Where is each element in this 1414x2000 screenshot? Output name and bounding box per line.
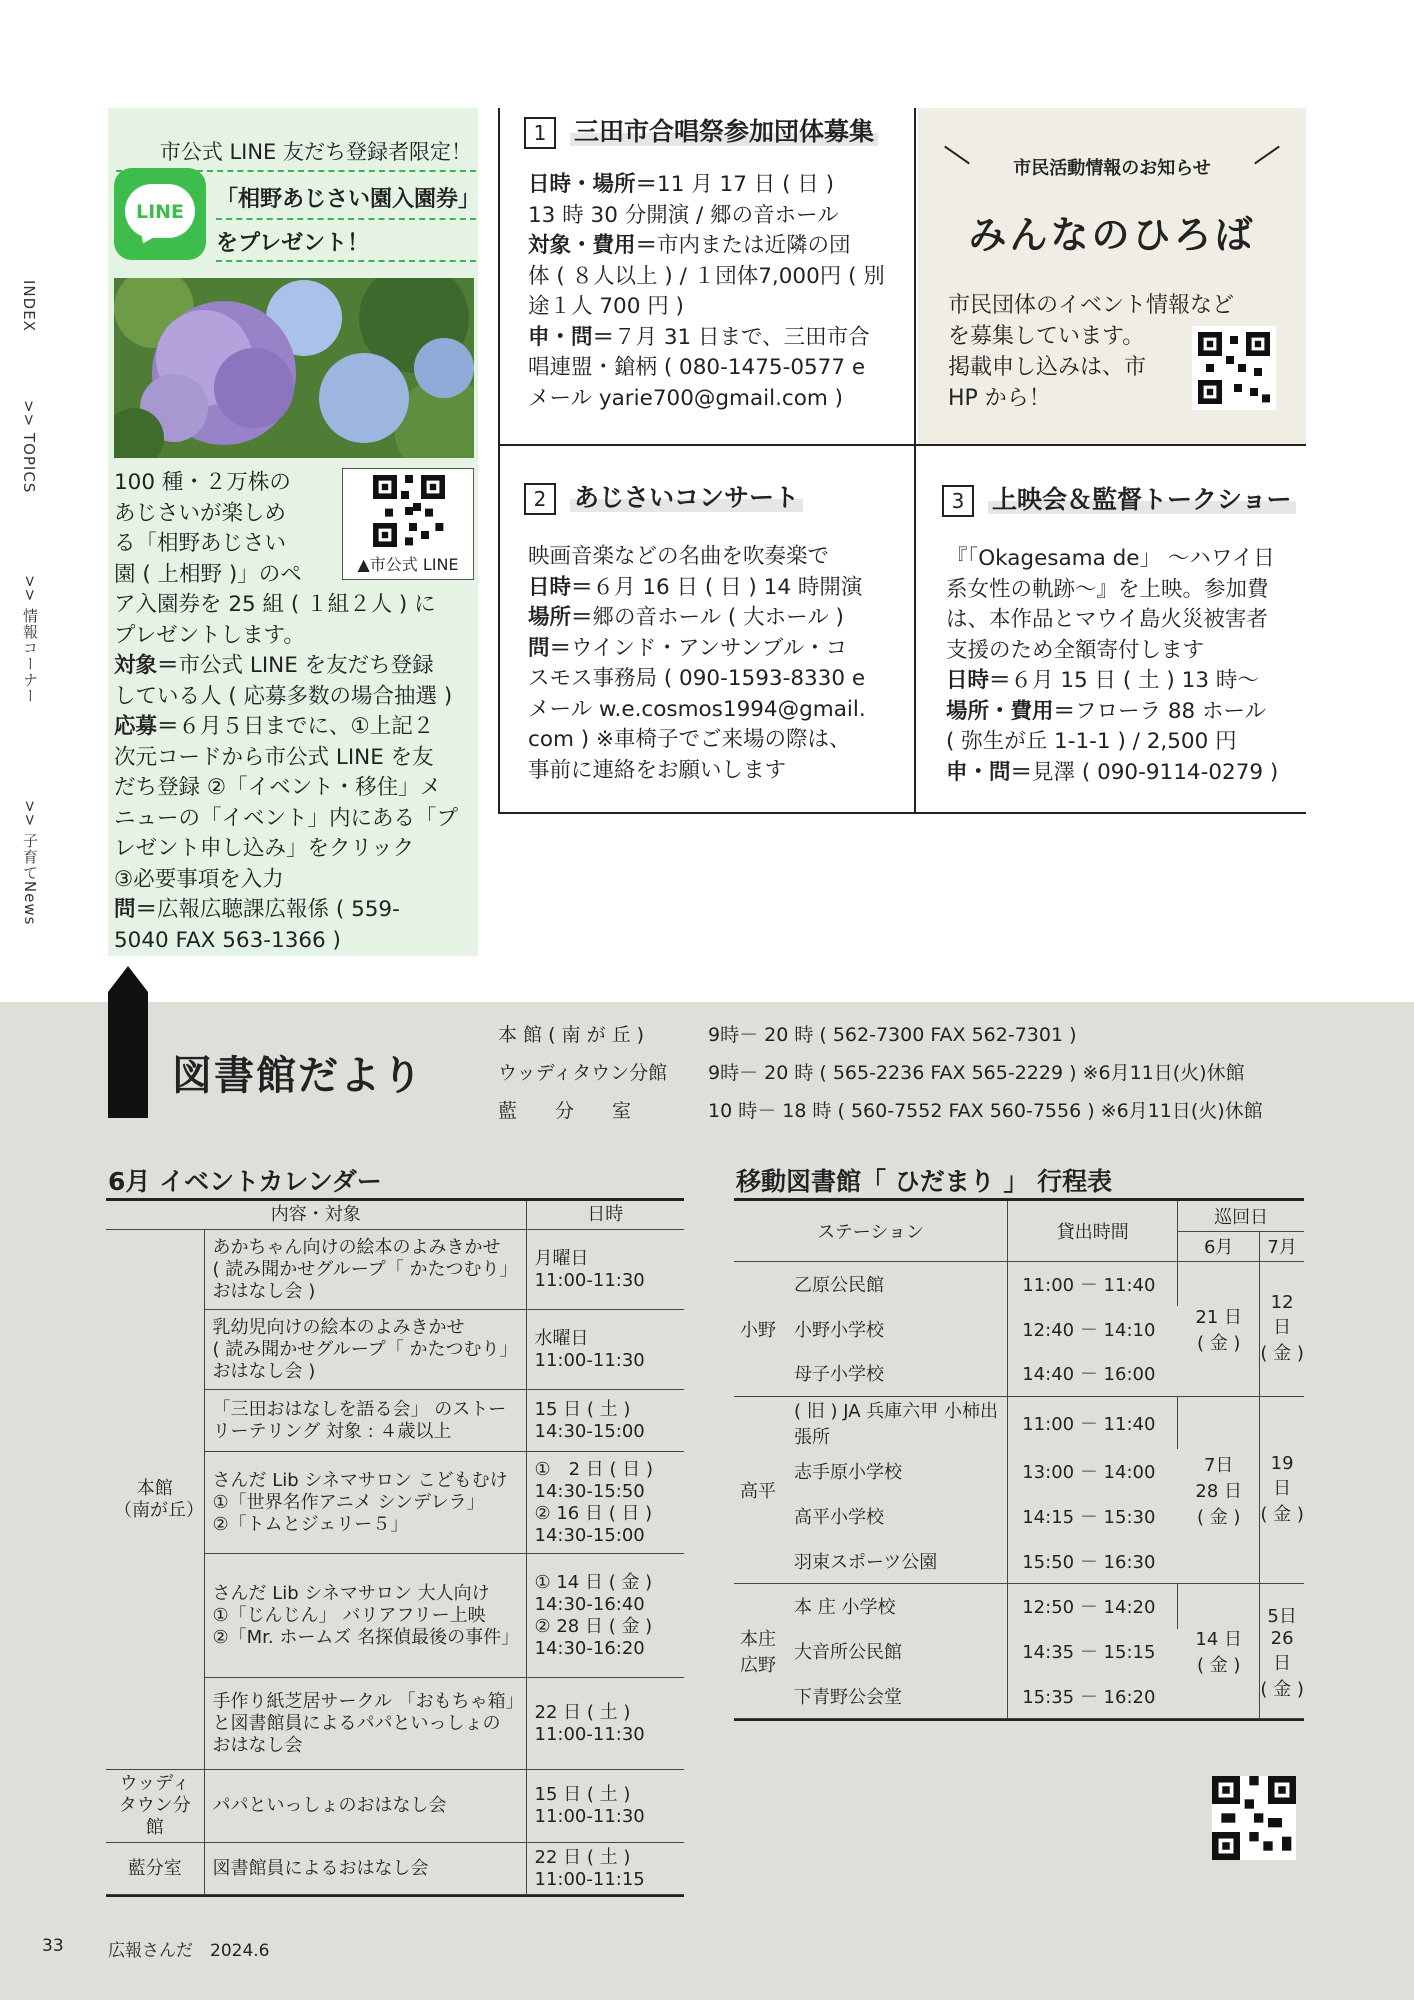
mob-july: 12 日 ( 金 )	[1260, 1261, 1304, 1396]
body-line-text: は、本作品とマウイ島火災被害者	[946, 607, 1268, 632]
line-promo-header: 市公式 LINE 友だち登録者限定！	[159, 140, 472, 164]
mob-station: 乙原公民館	[782, 1261, 1008, 1306]
body-line-text: 唱連盟・鎗柄 ( 080-1475-0577 e	[528, 355, 866, 380]
dashed-divider	[216, 260, 476, 262]
cal-date: 水曜日 11:00-11:30	[526, 1310, 684, 1390]
section-3-box	[916, 444, 1306, 814]
mob-time: 11:00 － 11:40	[1008, 1261, 1178, 1306]
line-promo-title-2: をプレゼント！	[216, 231, 370, 256]
body-line	[946, 697, 1306, 728]
body-line	[114, 895, 474, 926]
mob-head-station: ステーション	[734, 1201, 1008, 1261]
mob-area: 高平	[734, 1396, 782, 1584]
cal-head-content: 内容・対象	[106, 1201, 526, 1230]
body-line-text: ニューの「イベント」内にある「プ	[114, 805, 459, 831]
mob-time: 14:35 － 15:15	[1022, 1642, 1156, 1663]
cal-content: 手作り紙芝居サークル 「おもちゃ箱」 と図書館員によるパパといっしょの おはなし会	[204, 1678, 526, 1770]
cal-content: あかちゃん向けの絵本のよみきかせ ( 読み聞かせグループ「 かたつむり」 おはなし会 )	[204, 1230, 526, 1310]
hydrangea-photo	[114, 278, 474, 458]
mob-station: 高平小学校	[782, 1494, 1008, 1539]
body-line-text: る「相野あじさい	[114, 531, 287, 556]
cal-date: ① 2 日 ( 日 ) 14:30-15:50 ② 16 日 ( 日 ) 14:30-15:00	[526, 1452, 684, 1554]
library-title-notch	[108, 966, 148, 992]
mob-time: 15:35 － 16:20	[1008, 1674, 1178, 1719]
line-promo-title-1: 「相野あじさい園入園券」	[216, 187, 481, 212]
body-line	[528, 292, 908, 323]
body-line	[114, 865, 474, 896]
mob-head-june: 6月	[1178, 1231, 1260, 1261]
body-line	[114, 926, 474, 957]
mob-time: 14:15 － 15:30	[1022, 1507, 1156, 1528]
cal-date: 月曜日 11:00-11:30	[526, 1230, 684, 1310]
body-line-text: ③必要事項を入力	[114, 866, 284, 892]
body-line	[114, 804, 474, 835]
body-line	[114, 560, 339, 591]
body-line	[528, 542, 914, 573]
page-number: 33	[42, 1936, 64, 1956]
qr-code-icon	[1212, 1776, 1296, 1860]
body-line-text: あじさいが楽しめ	[114, 500, 287, 526]
line-logo-icon: LINE	[114, 168, 206, 260]
body-line	[114, 529, 339, 560]
library-section	[0, 1002, 1414, 2000]
cal-head-date: 日時	[526, 1201, 684, 1230]
section-2-body	[528, 542, 914, 786]
mob-time: 12:50 － 14:20	[1008, 1584, 1178, 1629]
body-line	[528, 634, 914, 665]
body-line-text: 途１人 700 円 )	[528, 294, 684, 319]
hiroba-box	[918, 108, 1306, 444]
body-line	[114, 834, 474, 865]
cal-date: 22 日 ( 土 ) 11:00-11:15	[526, 1843, 684, 1895]
line-promo-body	[114, 468, 474, 956]
body-line-label: 申・問＝	[528, 324, 615, 350]
branch-name: ウッディタウン分館	[498, 1062, 668, 1084]
hiroba-kicker: 市民活動情報のお知らせ	[1013, 158, 1211, 179]
mob-station: ( 旧 ) JA 兵庫六甲 小柿出張所	[782, 1396, 1008, 1449]
mob-station: 羽束スポーツ公園	[782, 1539, 1008, 1584]
mob-july: 5日 26 日 ( 金 )	[1260, 1584, 1304, 1719]
mob-station: 小野小学校	[782, 1306, 1008, 1351]
mob-row	[734, 1584, 1304, 1629]
body-line	[114, 712, 474, 743]
mob-station: 下青野公会堂	[782, 1674, 1008, 1719]
mob-time: 14:40 － 16:00	[1008, 1351, 1178, 1396]
cal-content: さんだ Lib シネマサロン こどもむけ ①「世界名作アニメ シンデレラ」 ②「トムとジェリー５」	[204, 1452, 526, 1554]
body-line-text: 市内または近隣の団	[657, 233, 851, 258]
body-line-text: 100 種・２万株の	[114, 470, 291, 495]
mob-station: 大音所公民館	[782, 1629, 1008, 1674]
body-line-label: 対象＝	[114, 653, 179, 678]
body-line-text: プレゼントします。	[114, 622, 305, 648]
index-item-info[interactable]: >> 情報コーナー	[21, 575, 39, 704]
branch-hours: 9時－ 20 時 ( 562-7300 FAX 562-7301 )	[708, 1024, 1077, 1046]
body-line	[114, 499, 339, 530]
section-2-box	[498, 446, 916, 814]
mob-head-july: 7月	[1260, 1231, 1304, 1261]
body-line-label: 日時＝	[946, 668, 1011, 693]
body-line	[114, 743, 474, 774]
body-line-label: 場所・費用＝	[946, 698, 1076, 724]
library-branches	[498, 1016, 1263, 1130]
body-line-text: 広報広聴課広報係 ( 559-	[157, 897, 400, 922]
branch-hours: 10 時－ 18 時 ( 560-7552 FAX 560-7556 ) ※6月11日(火)休館	[708, 1100, 1263, 1122]
body-line	[946, 758, 1306, 789]
library-title: 図書館だより	[172, 1053, 424, 1099]
body-line-text: フローラ 88 ホール	[1075, 698, 1267, 724]
cal-date: 15 日 ( 土 ) 14:30-15:00	[526, 1390, 684, 1452]
body-line-text: 『「Okagesama de」 ～ハワイ日	[946, 546, 1275, 571]
body-line-text: 映画音楽などの名曲を吹奏楽で	[528, 544, 830, 569]
index-item-topics[interactable]: >> TOPICS	[20, 400, 38, 494]
body-line	[528, 573, 914, 604]
mob-station: 志手原小学校	[782, 1449, 1008, 1494]
body-line-label: 対象・費用＝	[528, 233, 658, 258]
body-line-text: ウインド・アンサンブル・コ	[571, 635, 848, 661]
mob-row	[734, 1396, 1304, 1449]
mob-july: 19 日 ( 金 )	[1260, 1396, 1304, 1584]
body-line	[528, 725, 914, 756]
cal-date: 22 日 ( 土 ) 11:00-11:30	[526, 1678, 684, 1770]
mob-area: 小野	[734, 1261, 782, 1396]
body-line	[528, 756, 914, 787]
section-2-title: 2 あじさいコンサート	[524, 478, 803, 515]
body-line	[528, 262, 908, 293]
branch-name: 藍 分 室	[498, 1100, 632, 1122]
branch-name: 本 館 ( 南 が 丘 )	[498, 1024, 645, 1046]
body-line-label: 問＝	[114, 897, 158, 922]
section-1-box	[498, 108, 916, 446]
mobile-library-title: 移動図書館「 ひだまり 」 行程表	[736, 1167, 1113, 1196]
body-line	[114, 621, 474, 652]
library-title-bar	[108, 1082, 148, 1118]
cal-venue: 本館 （南が丘）	[106, 1230, 204, 1770]
publication-name: 広報さんだ 2024.6	[108, 1941, 270, 1961]
body-line	[528, 603, 914, 634]
body-line	[946, 575, 1306, 606]
mob-june: 21 日 ( 金 )	[1178, 1261, 1260, 1396]
index-item-kosodate[interactable]: >> 子育てNews	[21, 800, 39, 926]
body-line-label: 日時＝	[528, 574, 593, 600]
index-item-index[interactable]: INDEX	[20, 280, 38, 332]
body-line	[114, 773, 474, 804]
mob-head-time: 貸出時間	[1008, 1201, 1178, 1261]
branch-row	[498, 1016, 1263, 1054]
mobile-library-schedule	[734, 1198, 1304, 1721]
cal-content: 図書館員によるおはなし会	[204, 1843, 526, 1895]
qr-code-icon	[1198, 332, 1270, 404]
body-line	[528, 231, 908, 262]
body-line	[528, 323, 908, 354]
hiroba-body: 市民団体のイベント情報など を募集しています。 掲載申し込みは、市 HP から！	[948, 293, 1235, 411]
branch-hours: 9時－ 20 時 ( 565-2236 FAX 565-2229 ) ※6月11日(火)休館	[708, 1062, 1245, 1084]
body-line-label: 日時・場所＝	[528, 172, 658, 197]
body-line-text: ６月 15 日 ( 土 ) 13 時～	[1010, 668, 1259, 693]
mob-june: 14 日 ( 金 )	[1178, 1584, 1260, 1719]
body-line-text: ７月 31 日まで、三田市合	[614, 324, 870, 350]
cal-venue: ウッディ タウン分館	[106, 1770, 204, 1843]
mob-station: 本 庄 小学校	[782, 1584, 1008, 1629]
cal-content: さんだ Lib シネマサロン 大人向け ①「じんじん」 バリアフリー上映 ②「Mr. ホームズ 名探偵最後の事件」	[204, 1554, 526, 1678]
hiroba-qr-code[interactable]	[1192, 326, 1276, 410]
cal-venue: 藍分室	[106, 1843, 204, 1895]
body-line	[114, 590, 474, 621]
body-line-text: ６月 16 日 ( 日 ) 14 時開演	[592, 574, 863, 600]
body-line-label: 問＝	[528, 635, 572, 661]
event-calendar	[106, 1198, 684, 1897]
section-1-body	[528, 170, 908, 414]
mob-time: 12:40 － 14:10	[1022, 1319, 1156, 1341]
cal-date: 15 日 ( 土 ) 11:00-11:30	[526, 1770, 684, 1843]
body-line	[946, 605, 1306, 636]
body-line-text: 支援のため全額寄付します	[946, 637, 1205, 663]
branch-row	[498, 1054, 1263, 1092]
body-line-text: レゼント申し込み」をクリック	[114, 836, 415, 861]
cal-row	[106, 1843, 684, 1895]
body-line	[946, 544, 1306, 575]
cal-content: 乳幼児向けの絵本のよみきかせ ( 読み聞かせグループ「 かたつむり」 おはなし会 )	[204, 1310, 526, 1390]
body-line-text: 体 ( ８人以上 ) / １団体7,000円 ( 別	[528, 263, 885, 289]
cal-row	[106, 1230, 684, 1310]
mob-area: 本庄 広野	[734, 1584, 782, 1719]
body-line	[114, 651, 474, 682]
cal-content: 「三田おはなしを語る会」 のストー リーテリング 対象 : ４歳以上	[204, 1390, 526, 1452]
line-promo-box	[108, 108, 481, 956]
body-line	[114, 682, 474, 713]
body-line-text: だち登録 ②「イベント・移住」メ	[114, 775, 442, 800]
body-line	[528, 170, 908, 201]
mob-time: 11:00 － 11:40	[1008, 1396, 1178, 1449]
hiroba-title: みんなのひろば	[968, 213, 1256, 257]
mob-time: 13:00 － 14:00	[1022, 1462, 1156, 1483]
cal-date: ① 14 日 ( 金 ) 14:30-16:40 ② 28 日 ( 金 ) 14:30-16:20	[526, 1554, 684, 1678]
body-line-text: 次元コードから市公式 LINE を友	[114, 744, 434, 770]
body-line	[528, 201, 908, 232]
mob-june: 7日 28 日 ( 金 )	[1178, 1396, 1260, 1584]
cal-row	[106, 1770, 684, 1843]
body-line-text: 園 ( 上相野 )」のペ	[114, 561, 302, 587]
body-line-text: ( 弥生が丘 1-1-1 ) / 2,500 円	[946, 729, 1237, 754]
library-qr-code[interactable]	[1212, 1776, 1296, 1860]
body-line	[946, 727, 1306, 758]
body-line-text: 13 時 30 分開演 / 郷の音ホール	[528, 202, 839, 228]
body-line-label: 応募＝	[114, 714, 179, 739]
body-line-label: 申・問＝	[946, 759, 1033, 785]
body-line-text: ６月５日までに、①上記２	[178, 714, 435, 739]
calendar-title: 6月 イベントカレンダー	[108, 1167, 382, 1196]
mob-time: 15:50 － 16:30	[1008, 1539, 1178, 1584]
body-line-text: メール yarie700@gmail.com )	[528, 385, 844, 411]
body-line	[946, 636, 1306, 667]
body-line-text: 市公式 LINE を友だち登録	[178, 653, 434, 678]
section-1-title: 1 三田市合唱祭参加団体募集	[524, 112, 878, 149]
body-line-text: スモス事務局 ( 090-1593-8330 e	[528, 666, 866, 691]
line-qr-caption: ▲市公式 LINE	[357, 555, 459, 574]
mob-row	[734, 1261, 1304, 1306]
section-3-body	[946, 544, 1306, 788]
body-line-text: 見澤 ( 090-9114-0279 )	[1032, 759, 1279, 785]
body-line	[946, 666, 1306, 697]
mob-station: 母子小学校	[782, 1351, 1008, 1396]
cal-content: パパといっしょのおはなし会	[204, 1770, 526, 1843]
section-3-title: 3 上映会＆監督トークショー	[942, 480, 1296, 517]
body-line	[528, 384, 908, 415]
body-line	[528, 695, 914, 726]
body-line	[528, 664, 914, 695]
body-line-label: 場所＝	[528, 605, 593, 630]
body-line-text: 事前に連絡をお願いします	[528, 757, 787, 783]
body-line-text: している人 ( 応募多数の場合抽選 )	[114, 683, 453, 709]
body-line-text: ア入園券を 25 組 ( １組２人 ) に	[114, 592, 436, 617]
body-line-text: 5040 FAX 563-1366 )	[114, 927, 341, 953]
mob-head-round: 巡回日	[1178, 1201, 1304, 1231]
branch-row	[498, 1092, 1263, 1130]
body-line-text: 郷の音ホール ( 大ホール )	[592, 605, 844, 630]
body-line	[114, 468, 339, 499]
dashed-divider	[216, 218, 476, 220]
body-line-text: 系女性の軌跡～』を上映。参加費	[946, 576, 1269, 602]
body-line	[528, 353, 908, 384]
body-line-text: com ) ※車椅子でご来場の際は、	[528, 727, 851, 752]
body-line-text: 11 月 17 日 ( 日 )	[657, 172, 835, 197]
body-line-text: メール w.e.cosmos1994@gmail.	[528, 696, 866, 722]
